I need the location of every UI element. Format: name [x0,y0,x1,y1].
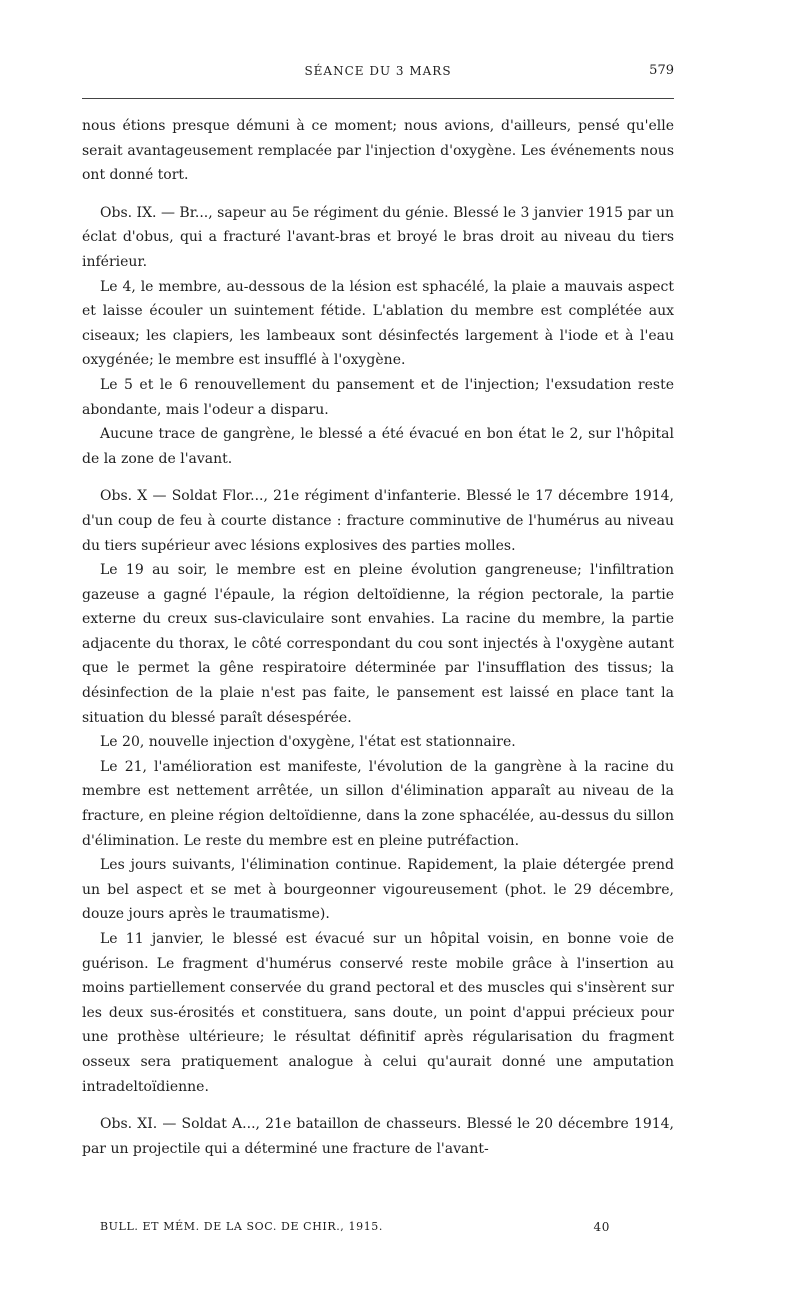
paragraph-continuation: nous étions presque démuni à ce moment; nous avions, d'ailleurs, pensé qu'elle serait avantageusement remplacée par l'injection d'oxygène. Les événements nous ont donné tort. [82,118,674,184]
header-rule [82,98,674,99]
body-text [82,114,674,1161]
paragraph: Le 20, nouvelle injection d'oxygène, l'état est stationnaire. [100,734,516,751]
journal-citation: BULL. ET MÉM. DE LA SOC. DE CHIR., 1915. [100,1220,383,1233]
paragraph-obs-10: Obs. X — Soldat Flor..., 21e régiment d'infanterie. Blessé le 17 décembre 1914, d'un coup de feu à courte distance : fracture comminutive de l'humérus au niveau du tiers supérieur avec lésions explosives des parties molles. [82,488,674,554]
book-page [82,0,674,1234]
signature-mark: 40 [593,1220,610,1234]
paragraph: Le 21, l'amélioration est manifeste, l'évolution de la gangrène à la racine du membre est nettement arrêtée, un sillon d'élimination apparaît au niveau de la fracture, en pleine région deltoïdienne, dans la zone sphacélée, au-dessus du sillon d'élimination. Le reste du membre est en pleine putréfaction. [82,758,674,849]
paragraph: Les jours suivants, l'élimination continue. Rapidement, la plaie détergée prend un bel aspect et se met à bourgeonner vigoureusement (phot. le 29 décembre, douze jours après le traumatisme). [82,857,674,923]
paragraph: Le 4, le membre, au-dessous de la lésion est sphacélé, la plaie a mauvais aspect et laisse écouler un suintement fétide. L'ablation du membre est complétée aux ciseaux; les clapiers, les lambeaux sont désinfectés largement à l'iode et à l'eau oxygénée; le membre est insufflé à l'oxygène. [82,278,674,369]
page-number: 579 [649,63,674,78]
paragraph-obs-9: Obs. IX. — Br..., sapeur au 5e régiment du génie. Blessé le 3 janvier 1915 par un éclat d'obus, qui a fracturé l'avant-bras et broyé le bras droit au niveau du tiers inférieur. [82,204,674,270]
page-header [82,0,674,84]
paragraph-obs-11: Obs. XI. — Soldat A..., 21e bataillon de chasseurs. Blessé le 20 décembre 1914, par un projectile qui a déterminé une fracture de l'avant- [82,1116,674,1157]
paragraph: Aucune trace de gangrène, le blessé a été évacué en bon état le 2, sur l'hôpital de la zone de l'avant. [82,426,674,467]
paragraph: Le 5 et le 6 renouvellement du pansement et de l'injection; l'exsudation reste abondante, mais l'odeur a disparu. [82,376,674,418]
running-title: SÉANCE DU 3 MARS [304,64,452,78]
page-footer [100,1220,610,1233]
paragraph: Le 19 au soir, le membre est en pleine évolution gangreneuse; l'infiltration gazeuse a gagné l'épaule, la région deltoïdienne, la région pectorale, la partie externe du creux sus-claviculaire sont envahies. La racine du membre, la partie adjacente du thorax, le côté correspondant du cou sont injectés à l'oxygène autant que le permet la gêne respiratoire déterminée par l'insufflation des tissus; la désinfection de la plaie n'est pas faite, le pansement est laissé en place tant la situation du blessé paraît désespérée. [82,562,674,726]
paragraph: Le 11 janvier, le blessé est évacué sur un hôpital voisin, en bonne voie de guérison. Le fragment d'humérus conservé reste mobile grâce à l'insertion au moins partiellement conservée du grand pectoral et des muscles qui s'insèrent sur les deux sus-érosités et constituera, sans doute, un point d'appui précieux pour une prothèse ultérieure; le résultat définitif après régularisation du fragment osseux sera pratiquement analogue à celui qu'aurait donné une amputation intradeltoïdienne. [82,931,674,1095]
